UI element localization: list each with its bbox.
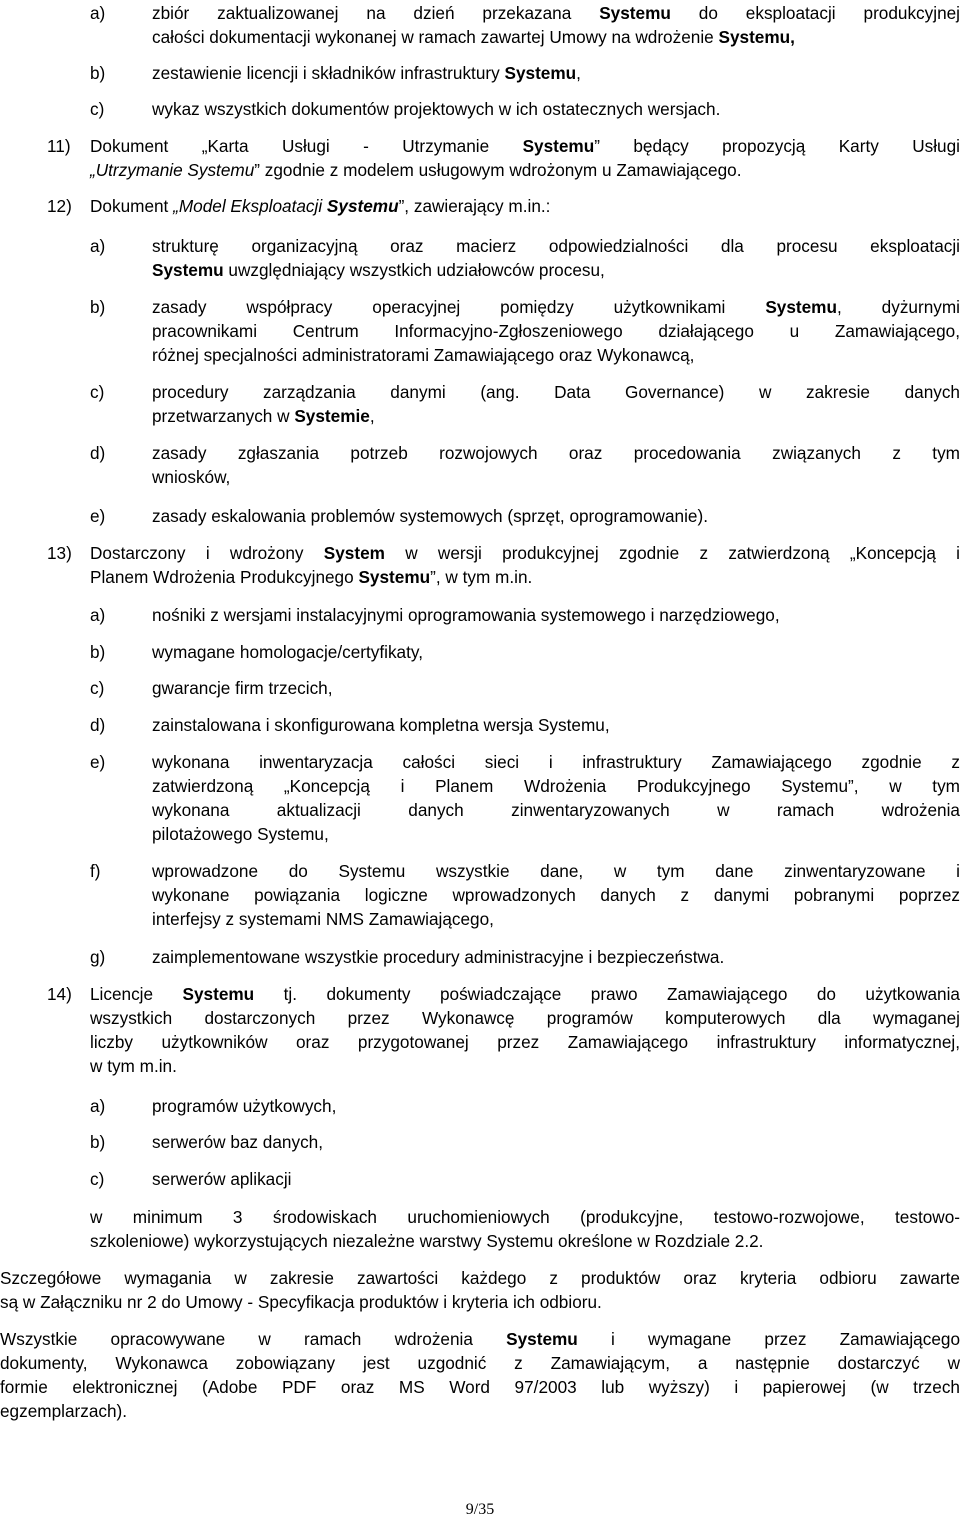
paragraph-text — [90, 982, 960, 1078]
list-item-label: c) — [90, 99, 105, 119]
list-item-label: a) — [90, 1096, 106, 1116]
paragraph-text — [0, 1327, 960, 1423]
list-item-label: a) — [90, 605, 106, 625]
list-item-label: 12) — [47, 196, 72, 216]
paragraph-text — [152, 504, 960, 528]
paragraph-text — [152, 859, 960, 931]
text-line: strukturę organizacyjną oraz macierz odpowiedzialności dla procesu eksploatacji — [152, 236, 960, 256]
text-line: Szczegółowe wymagania w zakresie zawartości każdego z produktów oraz kryteria odbioru zawarte — [0, 1268, 960, 1288]
paragraph-text — [152, 750, 960, 846]
text-line: szkoleniowe) wykorzystujących niezależne warstwy Systemu określone w Rozdziale 2.2. — [90, 1231, 764, 1251]
text-line: wykonane powiązania logiczne wprowadzonych danych z danymi pobranymi poprzez — [152, 885, 960, 905]
list-item-label: f) — [90, 861, 101, 881]
text-line: dokumenty, Wykonawca zobowiązany jest uzgodnić z Zamawiającym, a następnie dostarczyć w — [0, 1353, 960, 1373]
list-item-label: g) — [90, 947, 106, 967]
text-line: całości dokumentacji wykonanej w ramach zawartej Umowy na wdrożenie Systemu, — [152, 27, 795, 47]
text-line: formie elektronicznej (Adobe PDF oraz MS Word 97/2003 lub wyższy) i papierowej (w trzech — [0, 1377, 960, 1397]
paragraph-text — [152, 97, 960, 121]
list-item-label: e) — [90, 506, 106, 526]
list-item-label: c) — [90, 382, 105, 402]
paragraph-text — [90, 194, 960, 218]
text-line: różnej specjalności administratorami Zamawiającego oraz Wykonawcą, — [152, 345, 695, 365]
list-item-label: 11) — [47, 136, 71, 156]
paragraph-text — [152, 1094, 960, 1118]
text-line: wykonana inwentaryzacja całości sieci i infrastruktury Zamawiającego zgodnie z — [152, 752, 960, 772]
text-line: gwarancje firm trzecich, — [152, 678, 333, 698]
text-line: wniosków, — [152, 467, 231, 487]
paragraph-text — [152, 234, 960, 282]
list-item-label: a) — [90, 3, 106, 23]
paragraph-text — [152, 1, 960, 49]
text-line: „Utrzymanie Systemu” zgodnie z modelem usługowym wdrożonym u Zamawiającego. — [90, 160, 742, 180]
text-line: zbiór zaktualizowanej na dzień przekazana Systemu do eksploatacji produkcyjnej — [152, 3, 960, 23]
page-number: 9/35 — [465, 1501, 495, 1518]
list-item-label: b) — [90, 642, 106, 662]
text-line: w tym m.in. — [90, 1056, 177, 1076]
text-line: w minimum 3 środowiskach uruchomieniowych (produkcyjne, testowo-rozwojowe, testowo- — [90, 1207, 960, 1227]
list-item-label: a) — [90, 236, 106, 256]
text-line: serwerów baz danych, — [152, 1132, 324, 1152]
list-item-label: d) — [90, 715, 106, 735]
list-item-label: b) — [90, 1132, 106, 1152]
text-line: programów użytkowych, — [152, 1096, 337, 1116]
text-line: Systemu uwzględniający wszystkich udziałowców procesu, — [152, 260, 605, 280]
list-item-label: 13) — [47, 543, 72, 563]
list-item-label: c) — [90, 1169, 105, 1189]
text-line: zainstalowana i skonfigurowana kompletna wersja Systemu, — [152, 715, 610, 735]
paragraph-text — [90, 541, 960, 589]
paragraph-text — [152, 295, 960, 367]
text-line: Dostarczony i wdrożony System w wersji produkcyjnej zgodnie z zatwierdzoną „Koncepcją i — [90, 543, 960, 563]
paragraph-text — [0, 1266, 960, 1314]
text-line: Dokument „Karta Usługi - Utrzymanie Systemu” będący propozycją Karty Usługi — [90, 136, 960, 156]
text-line: pracownikami Centrum Informacyjno-Zgłoszeniowego działającego u Zamawiającego, — [152, 321, 960, 341]
paragraph-text — [152, 945, 960, 969]
text-line: są w Załączniku nr 2 do Umowy - Specyfikacja produktów i kryteria ich odbioru. — [0, 1292, 602, 1312]
paragraph-text — [90, 134, 960, 182]
paragraph-text — [90, 1205, 960, 1253]
text-line: zasady współpracy operacyjnej pomiędzy użytkownikami Systemu, dyżurnymi — [152, 297, 960, 317]
text-line: zasady eskalowania problemów systemowych (sprzęt, oprogramowanie). — [152, 506, 708, 526]
paragraph-text — [152, 713, 960, 737]
text-line: wykonana aktualizacji danych zinwentaryzowanych w ramach wdrożenia — [152, 800, 960, 820]
text-line: Dokument „Model Eksploatacji Systemu”, zawierający m.in.: — [90, 196, 551, 216]
text-line: liczby użytkowników oraz przygotowanej przez Zamawiającego infrastruktury informatycznej, — [90, 1032, 960, 1052]
list-item-label: 14) — [47, 984, 72, 1004]
text-line: wprowadzone do Systemu wszystkie dane, w tym dane zinwentaryzowane i — [152, 861, 960, 881]
text-line: zaimplementowane wszystkie procedury administracyjne i bezpieczeństwa. — [152, 947, 725, 967]
text-line: zasady zgłaszania potrzeb rozwojowych oraz procedowania związanych z tym — [152, 443, 960, 463]
paragraph-text — [152, 603, 960, 627]
paragraph-text — [152, 61, 960, 85]
paragraph-text — [152, 441, 960, 489]
paragraph-text — [152, 1167, 960, 1191]
text-line: serwerów aplikacji — [152, 1169, 292, 1189]
list-item-label: c) — [90, 678, 105, 698]
list-item-label: b) — [90, 63, 106, 83]
text-line: Wszystkie opracowywane w ramach wdrożenia Systemu i wymagane przez Zamawiającego — [0, 1329, 960, 1349]
list-item-label: d) — [90, 443, 106, 463]
text-line: Planem Wdrożenia Produkcyjnego Systemu”, w tym m.in. — [90, 567, 533, 587]
paragraph-text — [152, 1130, 960, 1154]
text-line: zatwierdzoną „Koncepcją i Planem Wdrożenia Produkcyjnego Systemu”, w tym — [152, 776, 960, 796]
text-line: przetwarzanych w Systemie, — [152, 406, 375, 426]
text-line: interfejsy z systemami NMS Zamawiającego, — [152, 909, 494, 929]
text-line: wykaz wszystkich dokumentów projektowych w ich ostatecznych wersjach. — [152, 99, 721, 119]
list-item-label: e) — [90, 752, 106, 772]
text-line: zestawienie licencji i składników infrastruktury Systemu, — [152, 63, 581, 83]
paragraph-text — [152, 676, 960, 700]
text-line: procedury zarządzania danymi (ang. Data Governance) w zakresie danych — [152, 382, 960, 402]
text-line: pilotażowego Systemu, — [152, 824, 329, 844]
text-line: wymagane homologacje/certyfikaty, — [152, 642, 423, 662]
text-line: Licencje Systemu tj. dokumenty poświadczające prawo Zamawiającego do użytkowania — [90, 984, 960, 1004]
text-line: egzemplarzach). — [0, 1401, 128, 1421]
paragraph-text — [152, 640, 960, 664]
text-line: nośniki z wersjami instalacyjnymi oprogramowania systemowego i narzędziowego, — [152, 605, 780, 625]
list-item-label: b) — [90, 297, 106, 317]
paragraph-text — [152, 380, 960, 428]
text-line: wszystkich dostarczonych przez Wykonawcę programów komputerowych dla wymaganej — [90, 1008, 960, 1028]
